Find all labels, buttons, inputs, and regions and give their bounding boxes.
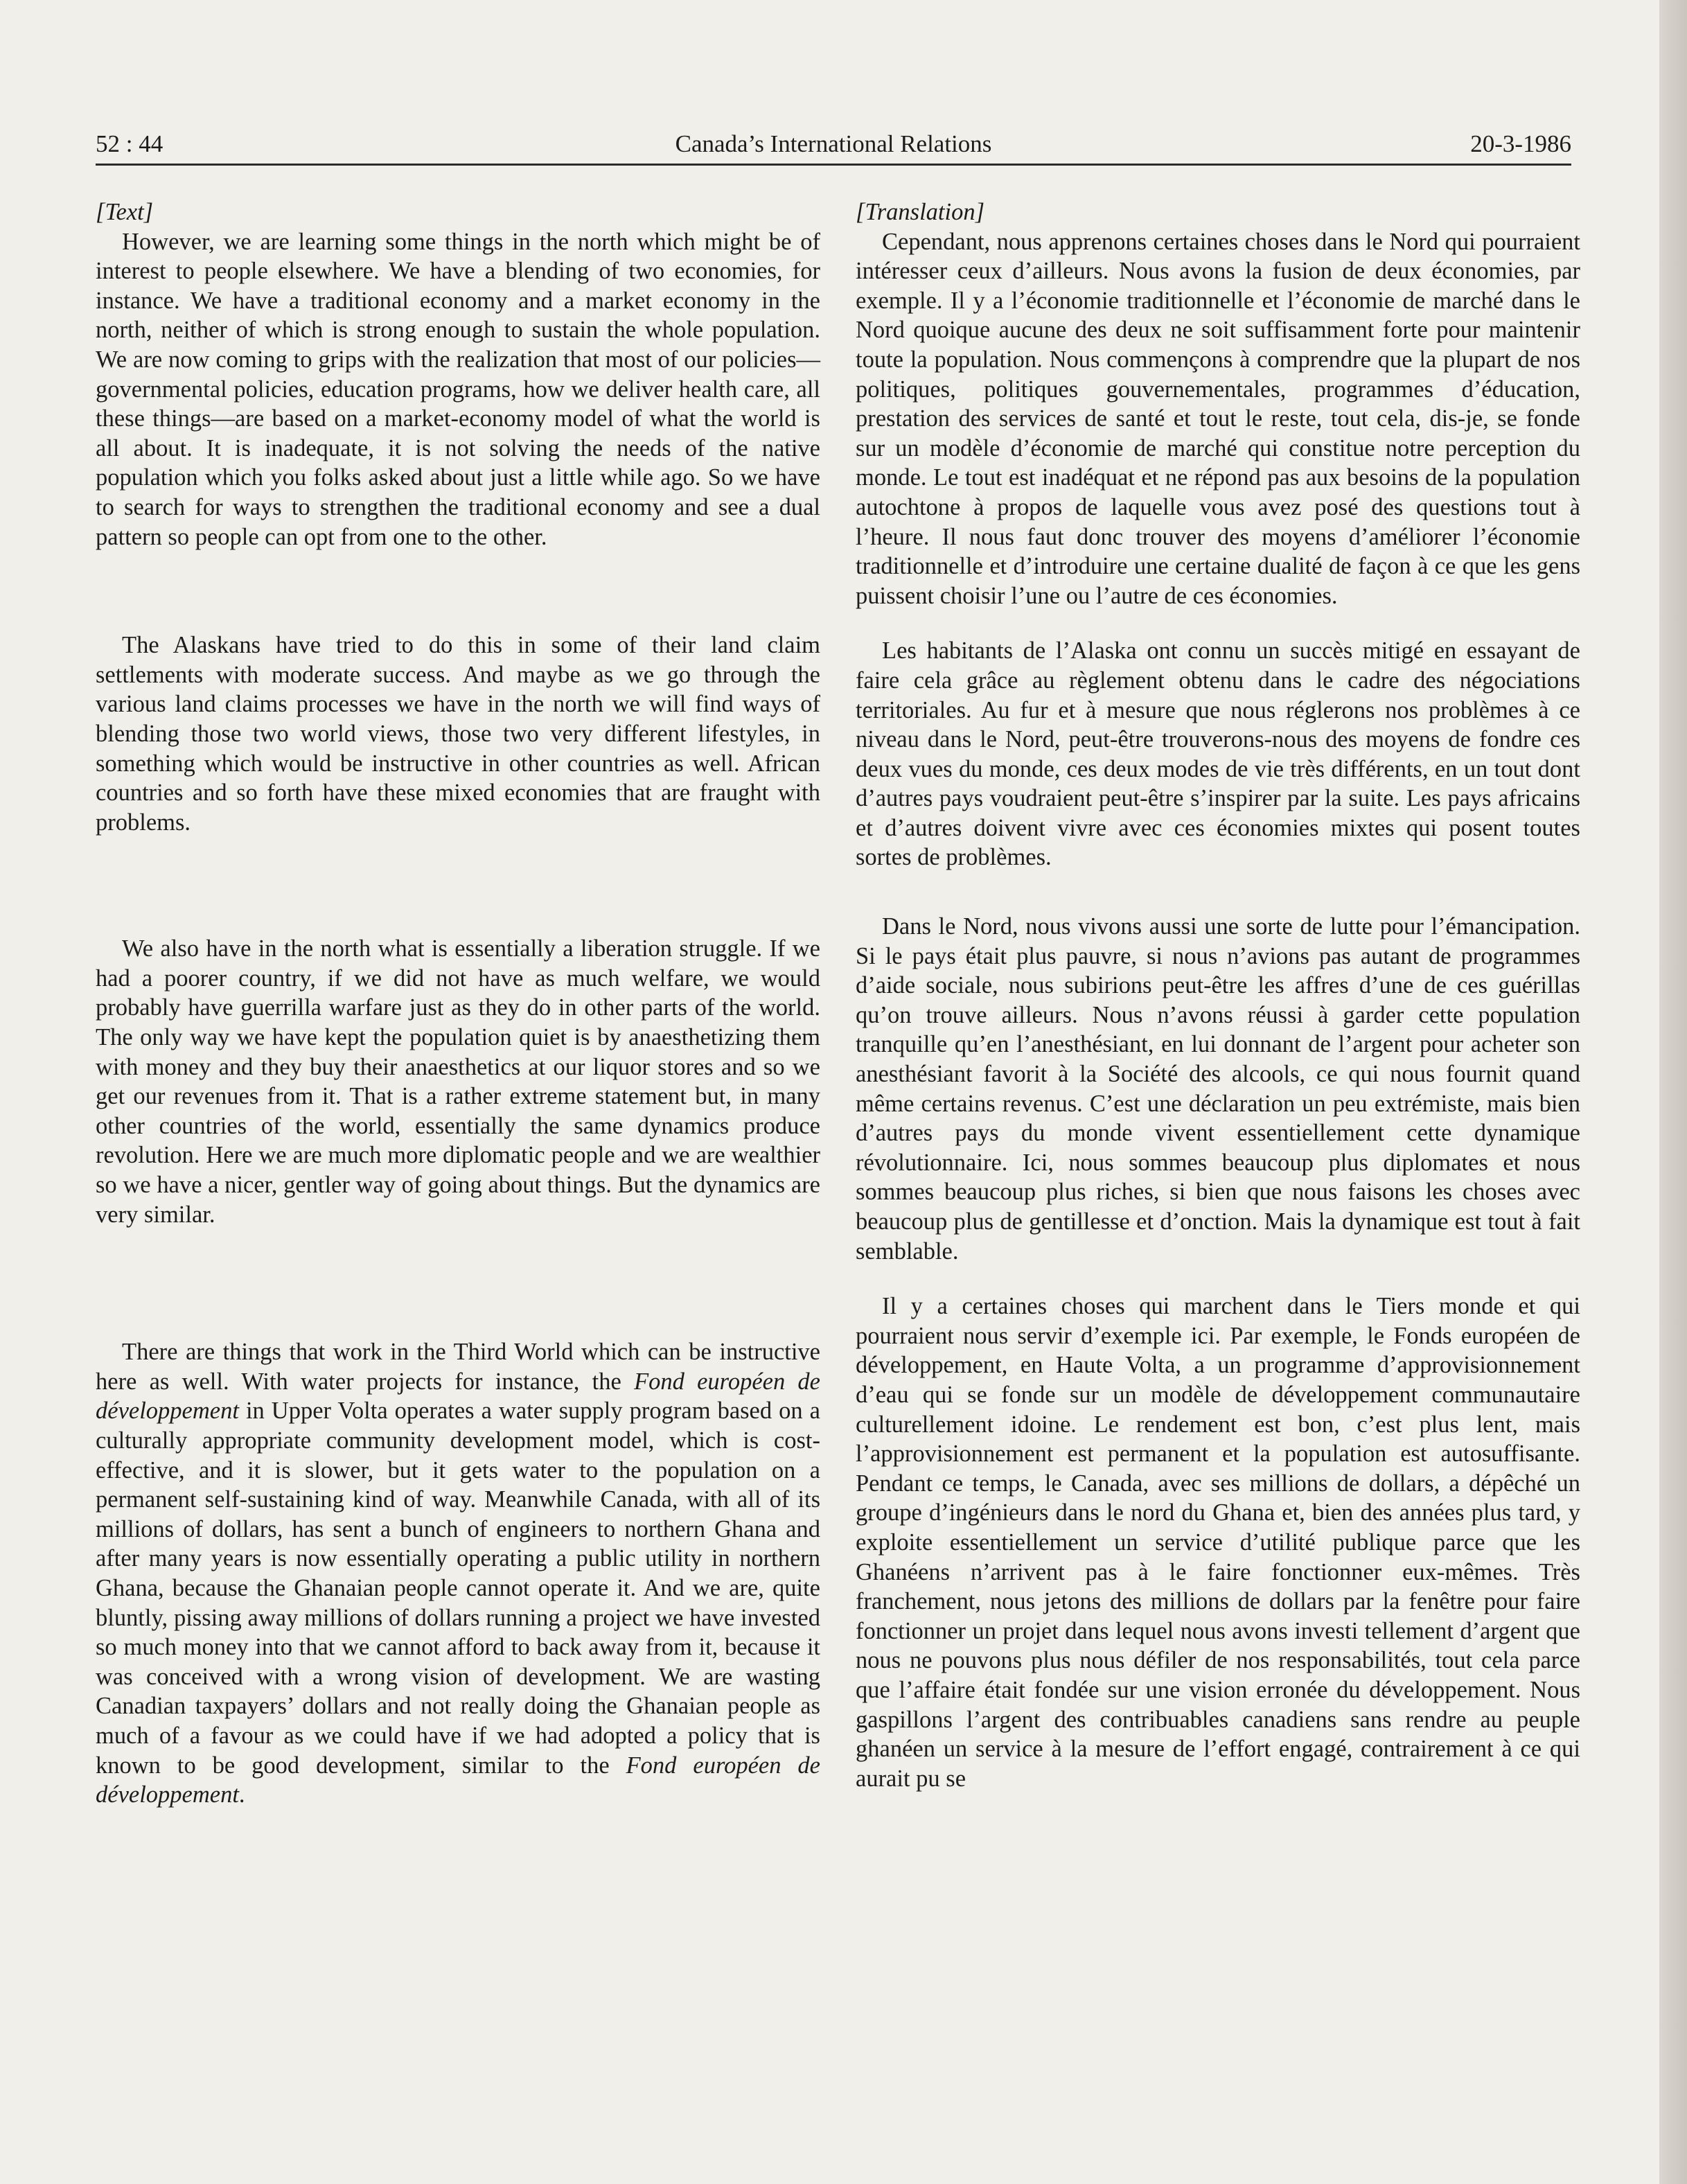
french-paragraph-1: Cependant, nous apprenons certaines choses dans le Nord qui pourraient intéresser ceux d’ailleurs. Nous avons la fusion de deux économies, par exemple. Il y a l’économie traditionnelle et l’économie de marché dans le Nord quoique aucune des deux ne soit suffisamment forte pour maintenir toute la population. Nous commençons à comprendre que la plupart de nos politiques, politiques gouvernementales, programmes d’éducation, prestation des services de santé et tout le reste, tout cela, dis-je, se fonde sur un modèle d’économie de marché qui constitue notre perception du monde. Le tout est inadéquat et ne répond pas aux besoins de la population autochtone à propos de laquelle vous avez posé des questions tout à l’heure. Il nous faut donc trouver des moyens d’améliorer l’économie traditionnelle et d’introduire une certaine dualité de façon à ce que les gens puissent choisir l’une ou l’autre de ces économies.	[856, 228, 1580, 609]
header-date: 20-3-1986	[1470, 130, 1571, 157]
english-paragraph-4: There are things that work in the Third World which can be instructive here as well. With water projects for instance, the Fond européen de développement in Upper Volta operates a water supply program based on a culturally appropriate community development model, which is cost-effective, and it is slower, but it gets water to the population on a permanent self-sustaining kind of way. Meanwhile Canada, with all of its millions of dollars, has sent a bunch of engineers to northern Ghana and after many years is now essentially operating a public utility in northern Ghana, because the Ghanaian people cannot operate it. And we are, quite bluntly, pissing away millions of dollars running a project we have invested so much money into that we cannot afford to back away from it, because it was conceived with a wrong vision of development. We are wasting Canadian taxpayers’ dollars and not really doing the Ghanaian people as much of a favour as we could have if we had adopted a policy that is known to be good development, similar to the Fond européen de développement.	[96, 1339, 820, 1808]
text-label: [Text]	[96, 199, 154, 225]
english-paragraph-3: We also have in the north what is essentially a liberation struggle. If we had a poorer country, if we did not have as much welfare, we would probably have guerrilla warfare just as they do in other parts of the world. The only way we have kept the population quiet is by anaesthetizing them with money and they buy their anaesthetics at our liquor stores and so we get our revenues from it. That is a rather extreme statement but, in many other countries of the world, essentially the same dynamics produce revolution. Here we are much more diplomatic people and we are wealthier so we have a nicer, gentler way of going about things. But the dynamics are very similar.	[96, 935, 820, 1228]
fund-name-italic: Fond européen de développement	[96, 1752, 820, 1808]
page-header	[96, 127, 1571, 161]
page-number: 52 : 44	[96, 130, 164, 157]
english-paragraph-1: However, we are learning some things in the north which might be of interest to people elsewhere. We have a blending of two economies, for instance. We have a traditional economy and a market economy in the north, neither of which is strong enough to sustain the whole population. We are now coming to grips with the realization that most of our policies—governmental policies, education programs, how we deliver health care, all these things—are based on a market-economy model of what the world is all about. It is inadequate, it is not solving the needs of the native population which you folks asked about just a little while ago. So we have to search for ways to strengthen the traditional economy and see a dual pattern so people can opt from one to the other.	[96, 228, 820, 550]
translation-label: [Translation]	[856, 199, 985, 225]
header-rule	[96, 164, 1571, 166]
running-title: Canada’s International Relations	[675, 130, 992, 157]
fund-name-italic: Fond européen de développement	[96, 1368, 820, 1425]
french-paragraph-4: Il y a certaines choses qui marchent dans le Tiers monde et qui pourraient nous servir d’exemple ici. Par exemple, le Fonds européen de développement, en Haute Volta, a un programme d’approvisionnement d’eau qui se fonde sur un modèle de développement communautaire culturellement idoine. Le rendement est bon, c’est plus lent, mais l’approvisionnement est permanent et la population est autosuffisante. Pendant ce temps, le Canada, avec ses millions de dollars, a dépêché un groupe d’ingénieurs dans le nord du Ghana et, bien des années plus tard, y exploite essentiellement un service d’utilité publique parce que les Ghanéens n’arrivent pas à le faire fonctionner eux-mêmes. Très franchement, nous jetons des millions de dollars par la fenêtre pour faire fonctionner un projet dans lequel nous avons investi tellement d’argent que nous ne pouvons plus nous défiler de nos responsabilités, tout cela parce que l’affaire était fondée sur une vision erronée du développement. Nous gaspillons l’argent des contribuables canadiens sans rendre au peuple ghanéen un service à la mesure de l’effort engagé, contrairement à ce qui aurait pu se	[856, 1293, 1580, 1792]
page-edge	[1659, 0, 1687, 2184]
english-paragraph-2: The Alaskans have tried to do this in some of their land claim settlements with moderate success. And maybe as we go through the various land claims processes we have in the north we will find ways of blending those two world views, those two very different lifestyles, in something which would be instructive in other countries as well. African countries and so forth have these mixed economies that are fraught with problems.	[96, 632, 820, 836]
french-translation-column	[856, 197, 1580, 1793]
french-paragraph-3: Dans le Nord, nous vivons aussi une sorte de lutte pour l’émancipation. Si le pays était plus pauvre, si nous n’avions pas autant de programmes d’aide sociale, nous subirions peut-être les affres d’une de ces guérillas qu’on trouve ailleurs. Nous n’avons réussi à garder cette population tranquille qu’en l’anesthésiant, en lui donnant de l’argent pour acheter son anesthésiant favorit à la Société des alcools, ce qui nous fournit quand même certains revenus. C’est une déclaration un peu extrémiste, mais bien d’autres pays du monde vivent essentiellement cette dynamique révolutionnaire. Ici, nous sommes beaucoup plus diplomates et nous sommes beaucoup plus riches, si bien que nous faisons les choses avec beaucoup plus de gentillesse et d’onction. Mais la dynamique est tout à fait semblable.	[856, 913, 1580, 1265]
french-paragraph-2: Les habitants de l’Alaska ont connu un succès mitigé en essayant de faire cela grâce au règlement obtenu dans le cadre des négociations territoriales. Au fur et à mesure que nous réglerons nos problèmes à ce niveau dans le Nord, peut-être trouverons-nous des moyens de fondre ces deux vues du monde, ces deux modes de vie très différents, en un tout dont d’autres pays voudraient peut-être s’inspirer par la suite. Les pays africains et d’autres doivent vivre avec ces économies mixtes qui posent toutes sortes de problèmes.	[856, 637, 1580, 871]
english-text-column	[96, 197, 820, 1810]
